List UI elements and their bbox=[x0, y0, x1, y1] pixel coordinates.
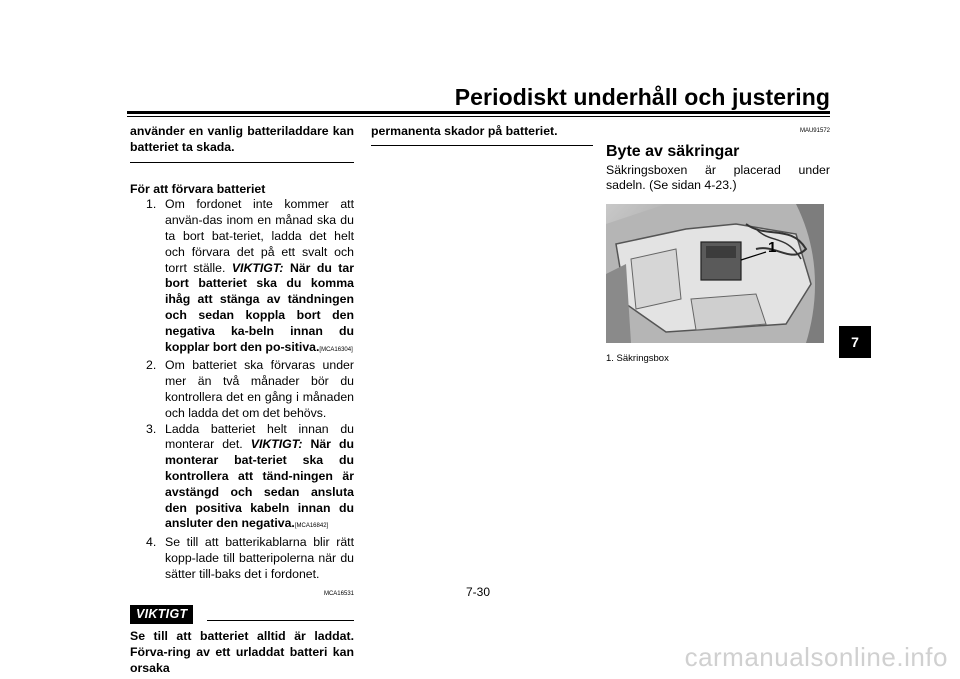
notice-header bbox=[130, 605, 354, 624]
list-item: 1. Om fordonet inte kommer att använ-das inom en månad ska du ta bort bat-teriet, ladda det helt och förvara det på ett svalt och torrt ställe. VIKTIGT: När du tar bort batteriet ska du komma ihåg att stänga av tändningen och sedan koppla bort den negativa ka-beln innan du kopplar bort den po-sitiva.[MCA16304] bbox=[146, 197, 355, 354]
warning-continued-text: använder en vanlig batteriladdare kan batteriet ta skada. bbox=[130, 124, 354, 154]
watermark: carmanualsonline.info bbox=[684, 642, 948, 672]
column-left bbox=[130, 124, 354, 677]
list-item: 2. Om batteriet ska förvaras under mer än två månader bör du kontrollera det en gång i månaden och ladda det om det behövs. bbox=[146, 358, 354, 420]
figure-caption: 1. Säkringsbox bbox=[606, 353, 669, 365]
chapter-tab: 7 bbox=[839, 326, 871, 358]
section-code: MAU91572 bbox=[799, 128, 830, 134]
section-title: Byte av säkringar bbox=[606, 142, 740, 160]
header-rule bbox=[127, 111, 830, 117]
divider bbox=[130, 162, 354, 163]
column-middle bbox=[371, 124, 593, 146]
divider bbox=[207, 620, 354, 621]
divider bbox=[371, 145, 593, 146]
page-number: 7-30 bbox=[466, 585, 491, 599]
fuse-box-illustration bbox=[606, 204, 824, 343]
storage-heading: För att förvara batteriet bbox=[130, 181, 266, 196]
notice-continued-text: permanenta skador på batteriet. bbox=[371, 124, 558, 138]
viktigt-badge: VIKTIGT bbox=[130, 605, 193, 624]
column-right bbox=[606, 124, 830, 367]
page-header-title: Periodiskt underhåll och justering bbox=[454, 84, 830, 110]
list-item: 3. Ladda batteriet helt innan du monterar det. VIKTIGT: När du monterar bat-teriet ska du kontrollera att tänd-ningen är avstängd och sedan ansluta den positiva kabeln innan du ansluter den negativa.[MCA16842] bbox=[146, 421, 354, 531]
section-body: Säkringsboxen är placerad under sadeln. (Se sidan 4-23.) bbox=[606, 162, 830, 193]
list-item: 4. Se till att batterikablarna blir rätt kopp-lade till batteripolerna när du sätter till-baks det i fordonet. bbox=[146, 535, 354, 581]
notice-text: Se till att batteriet alltid är laddat. Förva-ring av ett urladdat batteri kan orsaka bbox=[130, 629, 354, 675]
notice-code: MCA16531 bbox=[323, 590, 354, 597]
callout-number: 1 bbox=[768, 239, 777, 257]
